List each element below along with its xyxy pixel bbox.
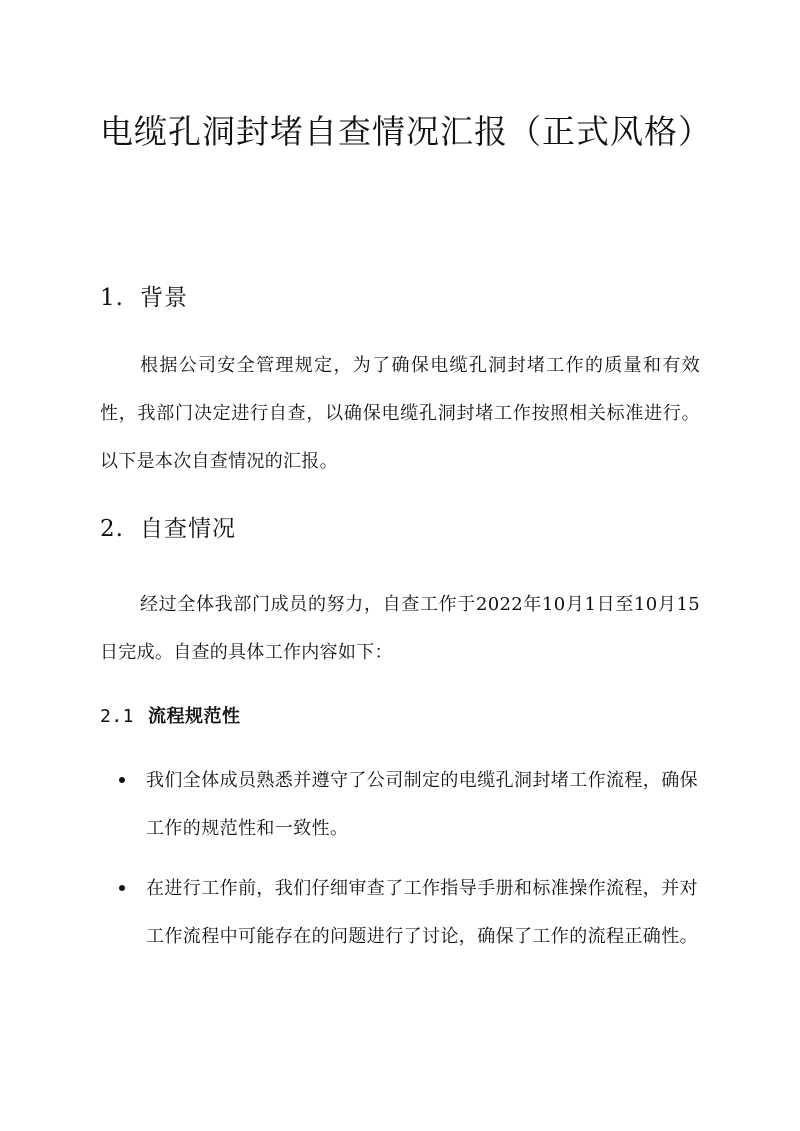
section-heading-background bbox=[100, 281, 188, 315]
section-heading-self-check bbox=[100, 512, 236, 546]
self-check-paragraph: 经过全体我部门成员的努力，自查工作于2022年10月1日至10月15日完成。自查的具体工作内容如下： bbox=[100, 594, 700, 663]
list-item-text: 我们全体成员熟悉并遵守了公司制定的电缆孔洞封堵工作流程，确保工作的规范性和一致性。 bbox=[146, 770, 698, 839]
section-title: 背景 bbox=[140, 285, 188, 311]
background-paragraph: 根据公司安全管理规定，为了确保电缆孔洞封堵工作的质量和有效性，我部门决定进行自查，以确保电缆孔洞封堵工作按照相关标准进行。以下是本次自查情况的汇报。 bbox=[100, 355, 700, 472]
subsection-heading bbox=[100, 703, 241, 731]
list-item bbox=[146, 757, 702, 853]
list-item-text: 在进行工作前，我们仔细审查了工作指导手册和标准操作流程，并对工作流程中可能存在的问题进行了讨论，确保了工作的流程正确性。 bbox=[146, 878, 698, 947]
list-item bbox=[146, 865, 702, 961]
bullet-icon bbox=[119, 885, 125, 891]
subsection-number: 2.1 bbox=[100, 706, 135, 727]
section-number: 2. bbox=[100, 516, 124, 542]
section-title: 自查情况 bbox=[140, 516, 236, 542]
subsection-title: 流程规范性 bbox=[148, 706, 241, 727]
document-title: 电缆孔洞封堵自查情况汇报（正式风格） bbox=[100, 112, 712, 151]
section-number: 1. bbox=[100, 285, 124, 311]
bullet-icon bbox=[119, 777, 125, 783]
